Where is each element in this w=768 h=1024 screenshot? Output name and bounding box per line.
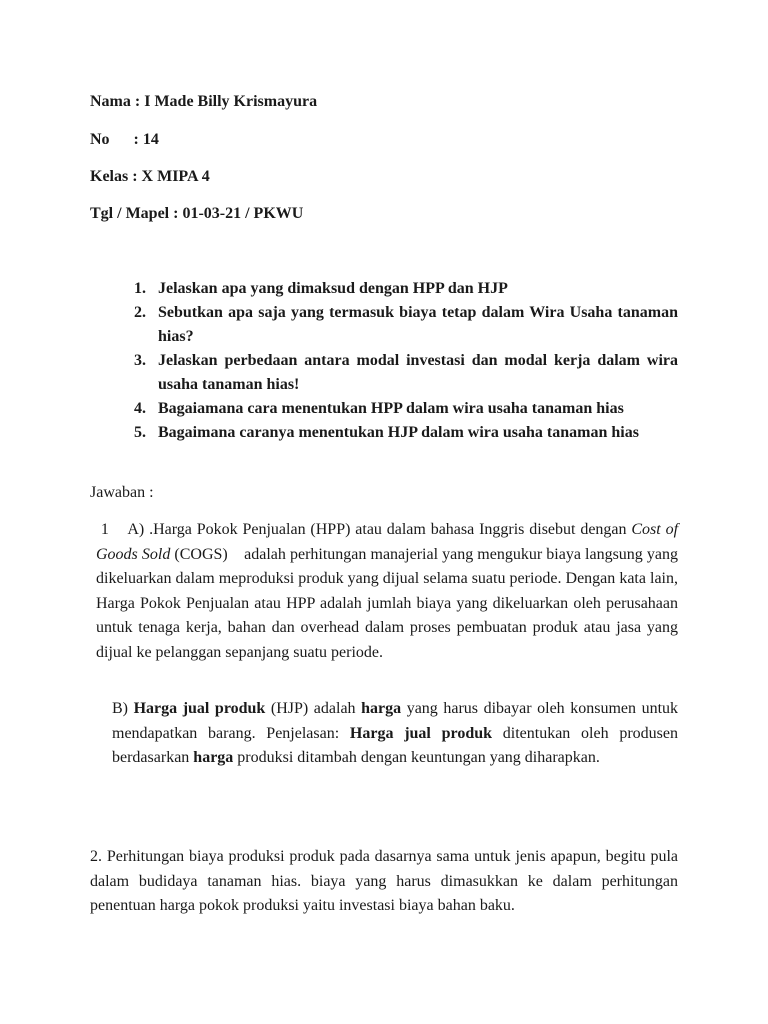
answer-2-paragraph xyxy=(90,845,678,919)
answer-1a-italic-term: Cost of Goods Sold xyxy=(96,521,683,563)
question-number: 2. xyxy=(134,304,146,321)
answer-1b-bold: harga xyxy=(193,749,234,766)
date-subject: Tgl / Mapel : 01-03-21 / PKWU xyxy=(90,205,304,222)
answer-1a-paragraph xyxy=(90,518,683,665)
answer-1b-text: (HJP) adalah xyxy=(265,700,362,717)
answer-1b-bold: harga xyxy=(361,700,402,717)
question-number: 5. xyxy=(134,424,146,441)
question-text: Sebutkan apa saja yang termasuk biaya tetap dalam Wira Usaha tanaman hias? xyxy=(158,304,678,345)
answer-1b-text: B) xyxy=(112,700,134,717)
question-text: Jelaskan apa yang dimaksud dengan HPP dan HJP xyxy=(158,280,508,297)
student-number: No : 14 xyxy=(90,131,159,148)
answer-1a-body: (COGS) adalah perhitungan manajerial yang mengukur biaya langsung yang dikeluarkan dalam meproduksi produk yang dijual selama suatu periode. Dengan kata lain, Harga Pokok Penjualan atau HPP adalah jumlah biaya yang dikeluarkan oleh perusahaan untuk tenaga kerja, bahan dan overhead dalam proses pembuatan produk atau jasa yang dijual ke pelanggan sepanjang suatu periode. xyxy=(96,545,682,661)
question-item xyxy=(90,397,678,421)
question-item xyxy=(90,421,678,445)
question-text: Bagaimana caranya menentukan HJP dalam wira usaha tanaman hias xyxy=(158,424,639,441)
answer-1b-paragraph xyxy=(90,697,678,771)
question-item xyxy=(90,277,678,301)
question-number: 1. xyxy=(134,280,146,297)
answer-1b-bold: Harga jual produk xyxy=(133,700,266,717)
student-name: Nama : I Made Billy Krismayura xyxy=(90,93,318,110)
question-number: 4. xyxy=(134,400,146,417)
answer-1b-text: ditentukan oleh produsen berdasarkan xyxy=(112,724,678,766)
question-list xyxy=(90,277,678,445)
question-number: 3. xyxy=(134,352,146,369)
question-item xyxy=(90,301,678,349)
answer-1b-bold: Harga jual produk xyxy=(349,724,493,742)
question-text: Bagaiamana cara menentukan HPP dalam wira usaha tanaman hias xyxy=(158,400,624,417)
answer-1b-text: produksi ditambah dengan keuntungan yang diharapkan. xyxy=(233,749,600,766)
answer-1b-text: yang harus dibayar oleh konsumen untuk mendapatkan barang. Penjelasan: xyxy=(112,700,679,742)
question-item xyxy=(90,349,678,397)
answer-2-text: 2. Perhitungan biaya produksi produk pada dasarnya sama untuk jenis apapun, begitu pula dalam budidaya tanaman hias. biaya yang harus dimasukkan ke dalam perhitungan penentuan harga pokok produksi yaitu investasi biaya bahan baku. xyxy=(90,848,678,914)
question-text: Jelaskan perbedaan antara modal investasi dan modal kerja dalam wira usaha tanaman hias! xyxy=(158,352,678,393)
student-class: Kelas : X MIPA 4 xyxy=(90,168,210,185)
answer-heading: Jawaban : xyxy=(90,484,154,501)
answer-1a-prefix: 1 A) .Harga Pokok Penjualan (HPP) atau dalam bahasa Inggris disebut dengan xyxy=(96,521,632,538)
